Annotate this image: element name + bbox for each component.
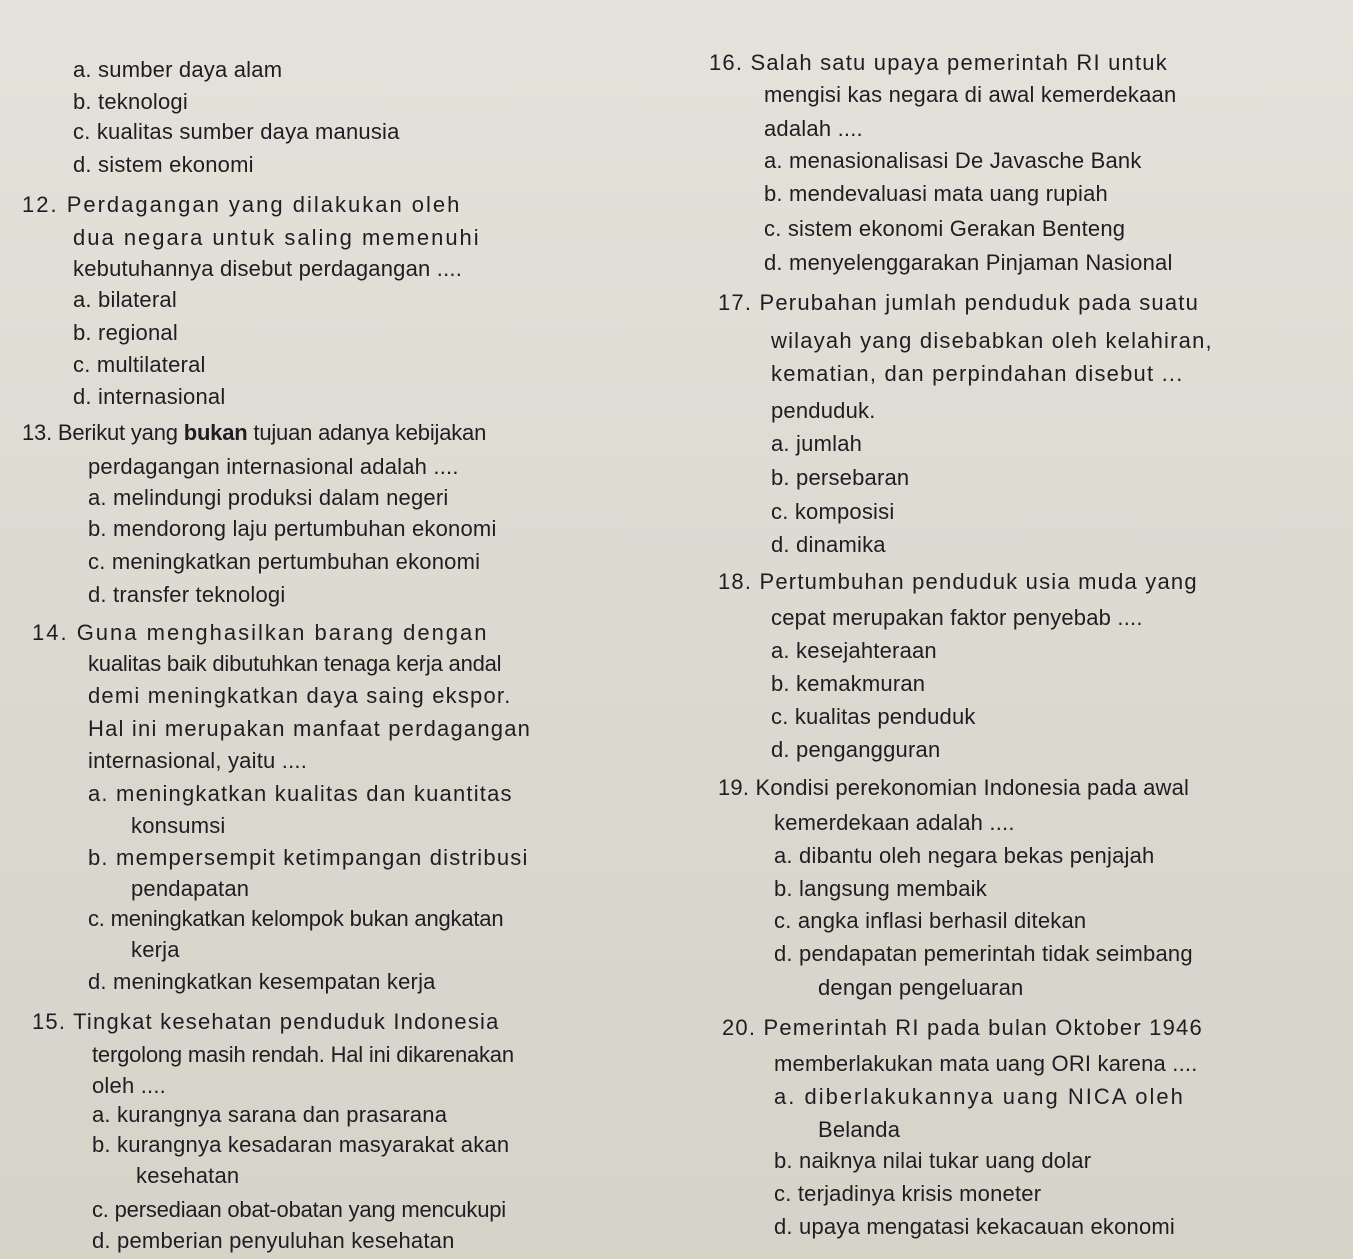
- option-a: a. kesejahteraan: [771, 638, 937, 663]
- option-d: d. upaya mengatasi kekacauan ekonomi: [774, 1214, 1176, 1239]
- question-text: wilayah yang disebabkan oleh kelahiran,: [771, 328, 1213, 353]
- question-text: memberlakukan mata uang ORI karena ....: [774, 1051, 1198, 1076]
- option-c: c. kualitas penduduk: [771, 704, 976, 729]
- option-a: a. jumlah: [771, 431, 863, 456]
- option-c: c. multilateral: [73, 352, 206, 377]
- option-a-continued: konsumsi: [131, 813, 226, 838]
- option-d: d. dinamika: [771, 532, 886, 557]
- question-text: demi meningkatkan daya saing ekspor.: [88, 683, 512, 708]
- question-text: [22, 418, 486, 448]
- option-d: d. pemberian penyuluhan kesehatan: [92, 1228, 455, 1253]
- option-c: c. komposisi: [771, 499, 895, 524]
- question-text: penduduk.: [771, 398, 876, 423]
- option-a: a. sumber daya alam: [73, 57, 283, 82]
- question-text: tergolong masih rendah. Hal ini dikarenakan: [92, 1042, 514, 1067]
- option-c-continued: kerja: [131, 937, 180, 962]
- question-text: internasional, yaitu ....: [88, 748, 308, 773]
- option-c: c. meningkatkan kelompok bukan angkatan: [88, 906, 504, 931]
- option-b: b. regional: [73, 320, 178, 345]
- option-a: a. melindungi produksi dalam negeri: [88, 485, 449, 510]
- option-d: d. transfer teknologi: [88, 582, 286, 607]
- question-text: mengisi kas negara di awal kemerdekaan: [764, 82, 1177, 107]
- option-b-continued: kesehatan: [136, 1163, 240, 1188]
- option-d: d. pendapatan pemerintah tidak seimbang: [774, 941, 1193, 966]
- question-text: Hal ini merupakan manfaat perdagangan: [88, 716, 532, 741]
- option-a: a. kurangnya sarana dan prasarana: [92, 1102, 448, 1127]
- emphasis-word: bukan: [183, 420, 248, 445]
- option-b: b. langsung membaik: [774, 876, 987, 901]
- option-b: b. teknologi: [73, 89, 188, 114]
- option-b: b. mempersempit ketimpangan distribusi: [88, 845, 529, 870]
- option-a: a. meningkatkan kualitas dan kuantitas: [88, 781, 513, 806]
- option-b-continued: pendapatan: [131, 876, 250, 901]
- option-d-continued: dengan pengeluaran: [818, 975, 1024, 1000]
- option-b: b. kemakmuran: [771, 671, 926, 696]
- option-a: a. bilateral: [73, 287, 177, 312]
- option-d: d. sistem ekonomi: [73, 152, 254, 177]
- option-a: a. diberlakukannya uang NICA oleh: [774, 1084, 1185, 1109]
- option-c: c. kualitas sumber daya manusia: [73, 119, 400, 144]
- question-text: dua negara untuk saling memenuhi: [73, 225, 481, 250]
- option-c: c. meningkatkan pertumbuhan ekonomi: [88, 549, 481, 574]
- question-text: cepat merupakan faktor penyebab ....: [771, 605, 1143, 630]
- question-text: 17. Perubahan jumlah penduduk pada suatu: [718, 290, 1200, 315]
- option-d: d. meningkatkan kesempatan kerja: [88, 969, 436, 994]
- option-b: b. kurangnya kesadaran masyarakat akan: [92, 1132, 510, 1157]
- option-c: c. terjadinya krisis moneter: [774, 1181, 1042, 1206]
- option-b: b. naiknya nilai tukar uang dolar: [774, 1148, 1092, 1173]
- option-b: b. persebaran: [771, 465, 910, 490]
- option-a: a. menasionalisasi De Javasche Bank: [764, 148, 1142, 173]
- option-c: c. angka inflasi berhasil ditekan: [774, 908, 1087, 933]
- option-d: d. internasional: [73, 384, 226, 409]
- option-d: d. pengangguran: [771, 737, 941, 762]
- question-text: kematian, dan perpindahan disebut ...: [771, 361, 1184, 386]
- option-c: c. sistem ekonomi Gerakan Benteng: [764, 216, 1126, 241]
- option-a: a. dibantu oleh negara bekas penjajah: [774, 843, 1155, 868]
- question-text: 18. Pertumbuhan penduduk usia muda yang: [718, 569, 1198, 594]
- option-d: d. menyelenggarakan Pinjaman Nasional: [764, 250, 1173, 275]
- question-text: 14. Guna menghasilkan barang dengan: [32, 620, 489, 645]
- question-text: 20. Pemerintah RI pada bulan Oktober 1946: [722, 1015, 1203, 1040]
- option-a-continued: Belanda: [818, 1117, 901, 1142]
- question-text: 12. Perdagangan yang dilakukan oleh: [22, 192, 462, 217]
- option-b: b. mendevaluasi mata uang rupiah: [764, 181, 1108, 206]
- question-text: kemerdekaan adalah ....: [774, 810, 1015, 835]
- question-text: oleh ....: [92, 1073, 166, 1098]
- question-text: 19. Kondisi perekonomian Indonesia pada awal: [718, 775, 1190, 800]
- question-text-part: 13. Berikut yang: [22, 420, 184, 445]
- question-text: perdagangan internasional adalah ....: [88, 454, 459, 479]
- question-text: 15. Tingkat kesehatan penduduk Indonesia: [32, 1009, 500, 1034]
- option-c: c. persediaan obat-obatan yang mencukupi: [92, 1197, 506, 1222]
- question-text: adalah ....: [764, 116, 863, 141]
- option-b: b. mendorong laju pertumbuhan ekonomi: [88, 516, 497, 541]
- question-text: 16. Salah satu upaya pemerintah RI untuk: [709, 50, 1168, 75]
- question-text: kualitas baik dibutuhkan tenaga kerja andal: [88, 651, 502, 676]
- question-text-part: tujuan adanya kebijakan: [247, 420, 487, 445]
- question-text: kebutuhannya disebut perdagangan ....: [73, 256, 463, 281]
